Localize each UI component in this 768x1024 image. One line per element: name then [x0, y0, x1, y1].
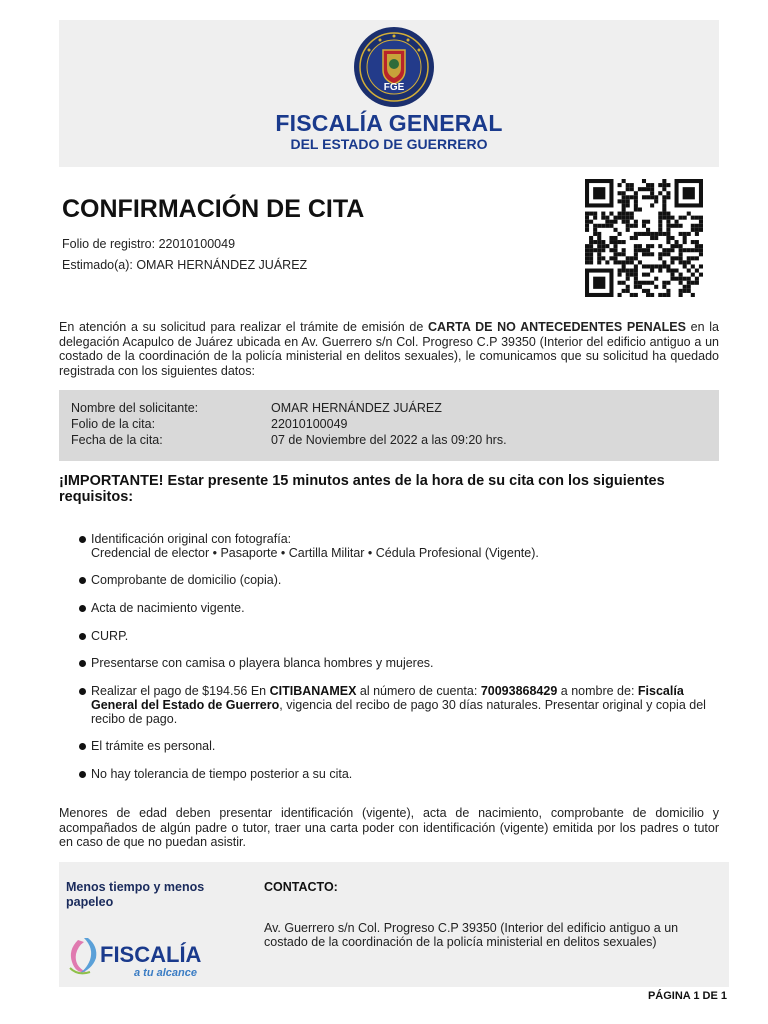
requirement-text: Presentarse con camisa o playera blanca hombres y mujeres.: [91, 656, 434, 670]
page-title: CONFIRMACIÓN DE CITA: [62, 195, 365, 223]
seal-text: FGE: [383, 82, 405, 93]
footer-slogan: Menos tiempo y menos papeleo: [66, 880, 205, 909]
requirement-text: El trámite es personal.: [91, 739, 216, 753]
list-item: [79, 656, 719, 670]
row-value: OMAR HERNÁNDEZ JUÁREZ: [271, 401, 442, 415]
requirement-text: CURP.: [91, 629, 129, 643]
footer-panel: [59, 862, 729, 987]
payment-text: Realizar el pago de $194.56 En: [91, 684, 270, 698]
list-item: [79, 739, 719, 753]
requirement-text: Identificación original con fotografía:: [91, 532, 292, 546]
bullet-icon: [79, 633, 86, 640]
requirement-text: No hay tolerancia de tiempo posterior a su cita.: [91, 767, 353, 781]
bullet-icon: [79, 577, 86, 584]
list-item: [79, 573, 719, 587]
payment-text: a nombre de:: [557, 684, 638, 698]
intro-text-end: en la delegación Acapulco de Juárez ubicada en Av. Guerrero s/n Col. Progreso C.P 39350 (Interior del edificio antiguo a un costado de la coordinación de la policía ministerial en delitos sexuales), le comunicamos que su solicitud ha quedado registrada con los siguientes datos:: [59, 320, 719, 378]
contact-heading: CONTACTO:: [264, 880, 338, 894]
list-item: [79, 684, 719, 726]
requirement-text: Comprobante de domicilio (copia).: [91, 573, 282, 587]
bullet-icon: [79, 605, 86, 612]
row-label: Fecha de la cita:: [71, 433, 163, 447]
logo-tagline: a tu alcance: [134, 967, 197, 979]
important-notice: ¡IMPORTANTE! Estar presente 15 minutos antes de la hora de su cita con los siguientes requisitos:: [59, 473, 665, 505]
payment-text: al número de cuenta:: [356, 684, 481, 698]
row-label: Folio de la cita:: [71, 417, 156, 431]
qr-code: [583, 179, 705, 297]
minors-paragraph: Menores de edad deben presentar identificación (vigente), acta de nacimiento, comprobante de domicilio y acompañados de algún padre o tutor, traer una carta poder con identificación (vigente) emitida por los padres o tutor en caso de que no puedan asistir.: [59, 806, 719, 849]
requirement-subtext: Credencial de elector • Pasaporte • Cartilla Militar • Cédula Profesional (Vigente).: [91, 546, 539, 560]
registration-folio: Folio de registro: 22010100049: [62, 237, 236, 251]
agency-subtitle: DEL ESTADO DE GUERRERO: [290, 136, 488, 152]
intro-paragraph: [59, 320, 719, 378]
list-item: [79, 532, 719, 560]
bullet-icon: [79, 743, 86, 750]
account-number: 70093868429: [480, 684, 558, 698]
greeting: Estimado(a): OMAR HERNÁNDEZ JUÁREZ: [62, 258, 308, 272]
fge-seal-logo: [353, 26, 435, 108]
document-header: [59, 20, 719, 167]
requirement-text: Acta de nacimiento vigente.: [91, 601, 245, 615]
page-number: PÁGINA 1 DE 1: [647, 990, 727, 1002]
list-item: [79, 767, 719, 781]
intro-text-start: En atención a su solicitud para realizar el trámite de emisión de: [59, 320, 429, 334]
row-value: 07 de Noviembre del 2022 a las 09:20 hrs.: [271, 433, 507, 447]
list-item: [79, 629, 719, 643]
logo-text: FISCALÍA: [100, 942, 202, 967]
procedure-name: CARTA DE NO ANTECEDENTES PENALES: [428, 320, 686, 334]
bullet-icon: [79, 771, 86, 778]
fiscalia-a-tu-alcance-logo: [64, 932, 214, 980]
payee-name: Fiscalía General del Estado de Guerrero: [91, 684, 684, 712]
appointment-details-table: [59, 390, 719, 461]
list-item: [79, 601, 719, 615]
row-label: Nombre del solicitante:: [71, 401, 199, 415]
bullet-icon: [79, 688, 86, 695]
payment-requirement-text: [91, 684, 719, 726]
agency-title: FISCALÍA GENERAL: [275, 110, 503, 136]
payment-text: , vigencia del recibo de pago 30 días naturales. Presentar original y copia del recibo de pago.: [91, 698, 706, 726]
bullet-icon: [79, 536, 86, 543]
bullet-icon: [79, 660, 86, 667]
row-value: 22010100049: [271, 417, 348, 431]
contact-address: Av. Guerrero s/n Col. Progreso C.P 39350 (Interior del edificio antiguo a un costado de la coordinación de la policía ministerial en delitos sexuales): [264, 921, 679, 949]
bank-name: CITIBANAMEX: [269, 684, 357, 698]
